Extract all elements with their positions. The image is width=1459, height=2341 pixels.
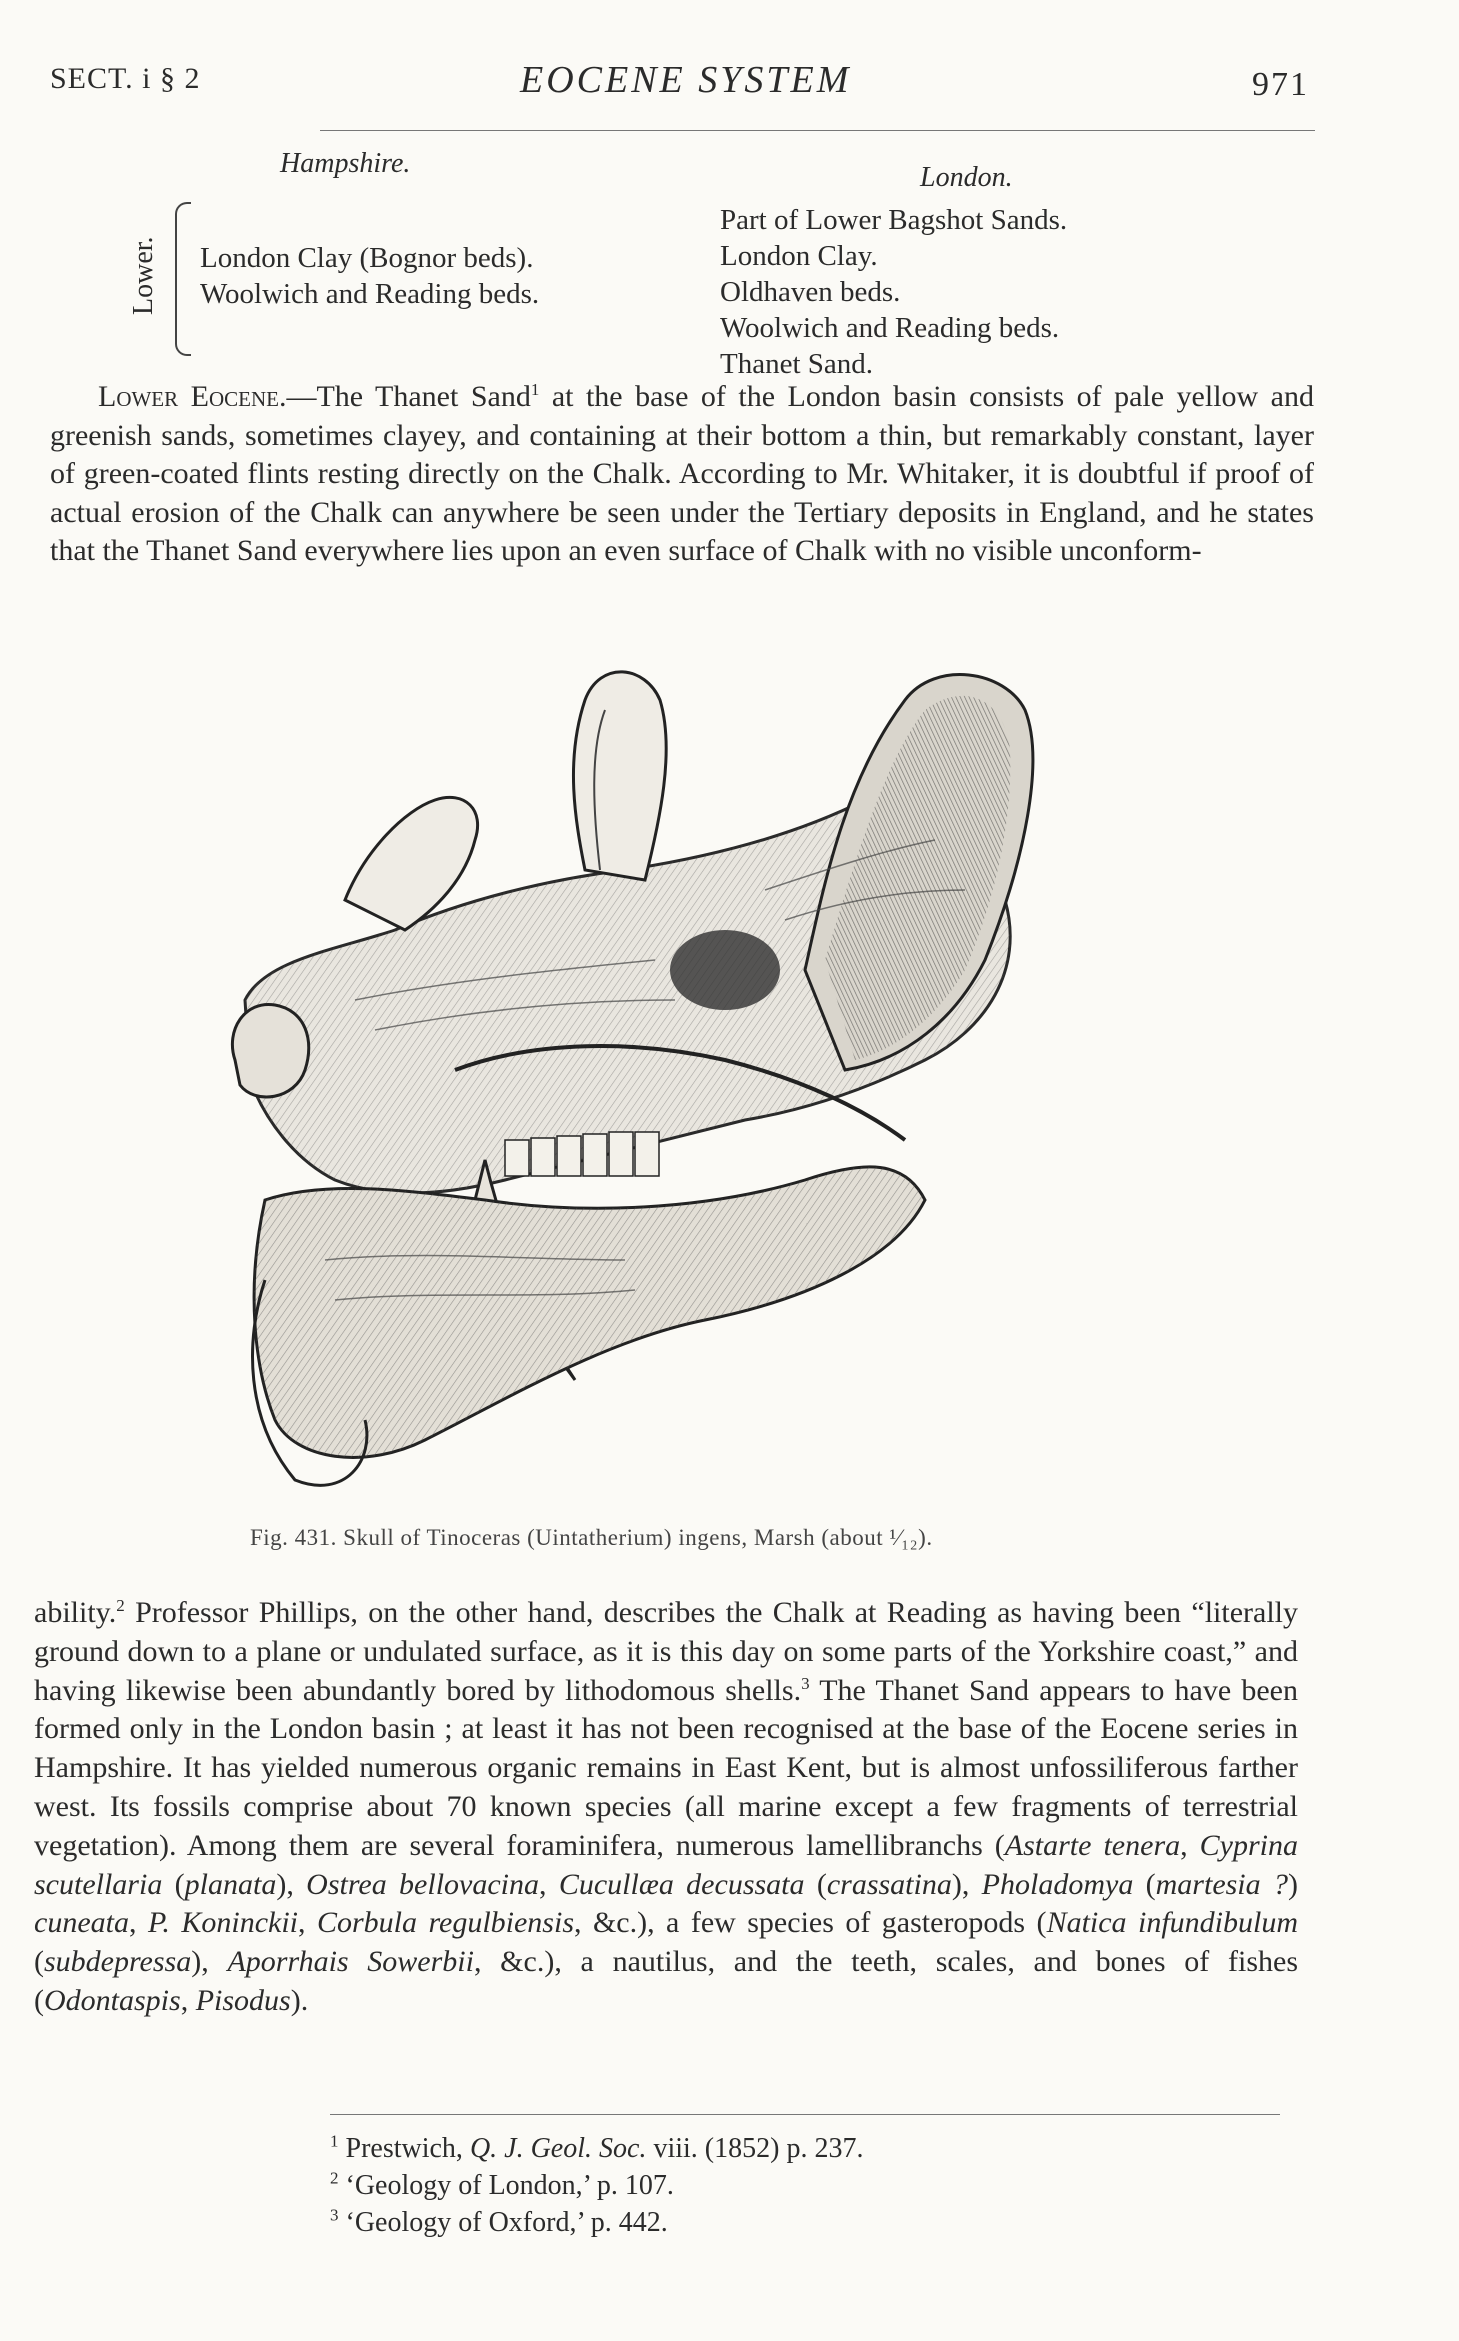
paragraph-lower-eocene: Lower Eocene.—The Thanet Sand$^1$ at the base of the London basin consists of pale yellow and greenish sands, sometimes clayey, and containing at their bottom a thin, but remarkably constant, layer of green-coated flints resting directly on the Chalk. According to Mr. Whitaker, it is doubtful if proof of actual erosion of the Chalk can anywhere be seen under the Tertiary deposits in England, and he states that the Thanet Sand everywhere lies upon an even surface of Chalk with no visible unconform-: [50, 380, 1314, 567]
hampshire-heading: Hampshire.: [280, 148, 411, 179]
list-item: Part of Lower Bagshot Sands.: [720, 204, 1068, 236]
footnote-ref: 1: [530, 380, 540, 399]
page-number: 971: [1252, 66, 1309, 103]
list-item: Thanet Sand.: [720, 348, 874, 380]
header-rule: [320, 130, 1315, 131]
figure-caption: Fig. 431. Skull of Tinoceras (Uintatherium) ingens, Marsh (about ¹⁄₁₂).: [250, 1525, 933, 1550]
hampshire-list: [200, 240, 539, 312]
footnote: $^1$ Prestwich, Q. J. Geol. Soc. viii. (1852) p. 237.: [330, 2131, 864, 2164]
footnote-ref: 3: [801, 1673, 810, 1693]
list-item: Woolwich and Reading beds.: [200, 278, 540, 310]
footnotes: [330, 2130, 1280, 2241]
paragraph-thanet-sand: ability.$^2$ Professor Phillips, on the other hand, describes the Chalk at Reading as having been “literally ground down to a plane or undulated surface, as it is this day on some parts of the Yorkshire coast,” and having likewise been abundantly bored by lithodomous shells.$^3$ The Thanet Sand appears to have been formed only in the London basin ; at least it has not been recognised at the base of the Eocene series in Hampshire. It has yielded numerous organic remains in East Kent, but is almost unfossiliferous farther west. Its fossils comprise about 70 known species (all marine except a few fragments of terrestrial vegetation). Among them are several foraminifera, numerous lamellibranchs (Astarte tenera, Cyprina scutellaria (planata), Ostrea bellovacina, Cucullæa decussata (crassatina), Pholadomya (martesia ?) cuneata, P. Koninckii, Corbula regulbiensis, &c.), a few species of gasteropods (Natica infundibulum (subdepressa), Aporrhais Sowerbii, &c.), a nautilus, and the teeth, scales, and bones of fishes (Odontaspis, Pisodus).: [34, 1596, 1299, 2017]
list-item: London Clay (Bognor beds).: [200, 242, 534, 274]
list-item: London Clay.: [720, 240, 878, 272]
list-item: Oldhaven beds.: [720, 276, 901, 308]
running-head: [0, 58, 1459, 106]
footnote-rule: [330, 2114, 1280, 2115]
london-heading: London.: [920, 162, 1013, 193]
london-list: [720, 202, 1067, 382]
left-brace: [175, 202, 191, 356]
section-lead: Lower Eocene.: [98, 380, 287, 413]
lower-label: Lower.: [128, 236, 159, 315]
footnote: $^2$ ‘Geology of London,’ p. 107.: [330, 2168, 674, 2201]
footnote: $^3$ ‘Geology of Oxford,’ p. 442.: [330, 2205, 668, 2238]
section-label: SECT. i § 2: [50, 62, 201, 95]
list-item: Woolwich and Reading beds.: [720, 312, 1060, 344]
strata-table: [100, 140, 1300, 380]
skull-illustration: [205, 640, 1125, 1510]
footnote-ref: 2: [116, 1596, 125, 1615]
running-title: EOCENE SYSTEM: [520, 59, 852, 101]
